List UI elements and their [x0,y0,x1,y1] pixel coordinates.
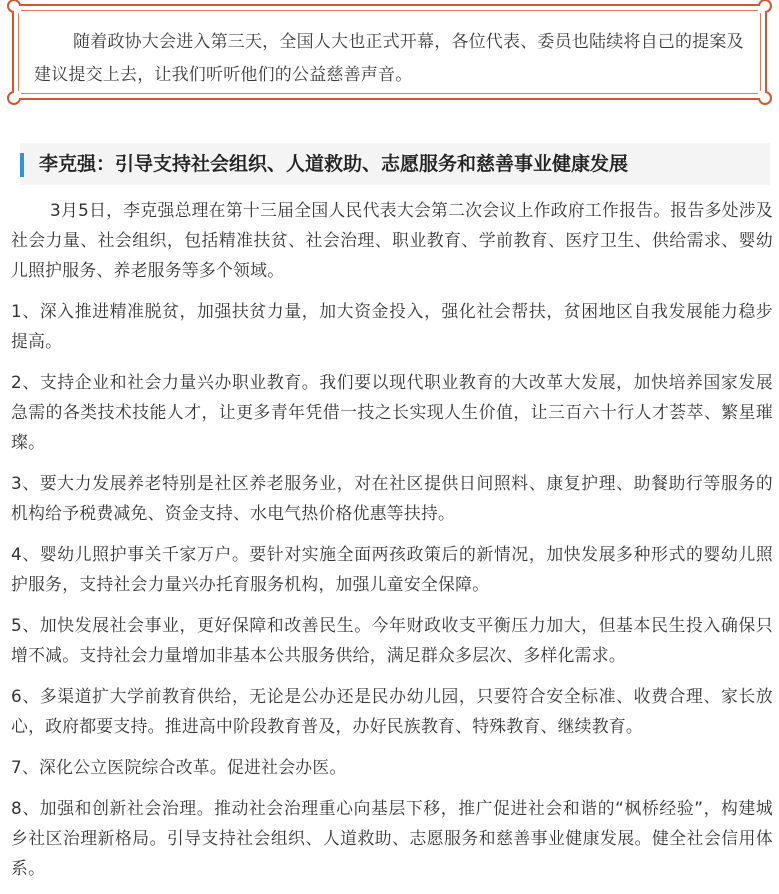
section-heading [20,143,770,185]
list-item: 3、要大力发展养老特别是社区养老服务业，对在社区提供日间照料、康复护理、助餐助行等服务的机构给予税费减免、资金支持、水电气热价格优惠等扶持。 [11,473,773,523]
corner-ornament-icon [758,0,772,13]
lead-paragraph: 3月5日，李克强总理在第十三届全国人民代表大会第二次会议上作政府工作报告。报告多处涉及社会力量、社会组织，包括精准扶贫、社会治理、职业教育、学前教育、医疗卫生、供给需求、婴幼儿照护服务、养老服务等多个领域。 [11,200,773,280]
article-body [11,195,773,894]
corner-ornament-icon [7,91,21,105]
corner-ornament-icon [7,0,21,13]
list-item: 7、深化公立医院综合改革。促进社会办医。 [11,757,347,777]
list-item: 8、加强和创新社会治理。推动社会治理重心向基层下移，推广促进社会和谐的“枫桥经验”，构建城乡社区治理新格局。引导支持社会组织、人道救助、志愿服务和慈善事业健康发展。健全社会信用体系。 [11,798,773,878]
section-title: 李克强：引导支持社会组织、人道救助、志愿服务和慈善事业健康发展 [39,153,629,175]
intro-frame [12,4,767,100]
list-item: 5、加快发展社会事业，更好保障和改善民生。今年财政收支平衡压力加大，但基本民生投入确保只增不减。支持社会力量增加非基本公共服务供给，满足群众多层次、多样化需求。 [11,615,773,665]
list-item: 6、多渠道扩大学前教育供给，无论是公办还是民办幼儿园，只要符合安全标准、收费合理、家长放心，政府都要支持。推进高中阶段教育普及，办好民族教育、特殊教育、继续教育。 [11,686,773,736]
heading-accent-bar [20,153,24,177]
corner-ornament-icon [758,91,772,105]
list-item: 4、婴幼儿照护事关千家万户。要针对实施全面两孩政策后的新情况，加快发展多种形式的婴幼儿照护服务，支持社会力量兴办托育服务机构，加强儿童安全保障。 [11,544,773,594]
list-item: 2、支持企业和社会力量兴办职业教育。我们要以现代职业教育的大改革大发展，加快培养国家发展急需的各类技术技能人才，让更多青年凭借一技之长实现人生价值，让三百六十行人才荟萃、繁星璀璨。 [11,372,773,452]
intro-paragraph: 随着政协大会进入第三天，全国人大也正式开幕，各位代表、委员也陆续将自己的提案及建议提交上去，让我们听听他们的公益慈善声音。 [34,32,744,85]
list-item: 1、深入推进精准脱贫，加强扶贫力量，加大资金投入，强化社会帮扶，贫困地区自我发展能力稳步提高。 [11,301,773,351]
